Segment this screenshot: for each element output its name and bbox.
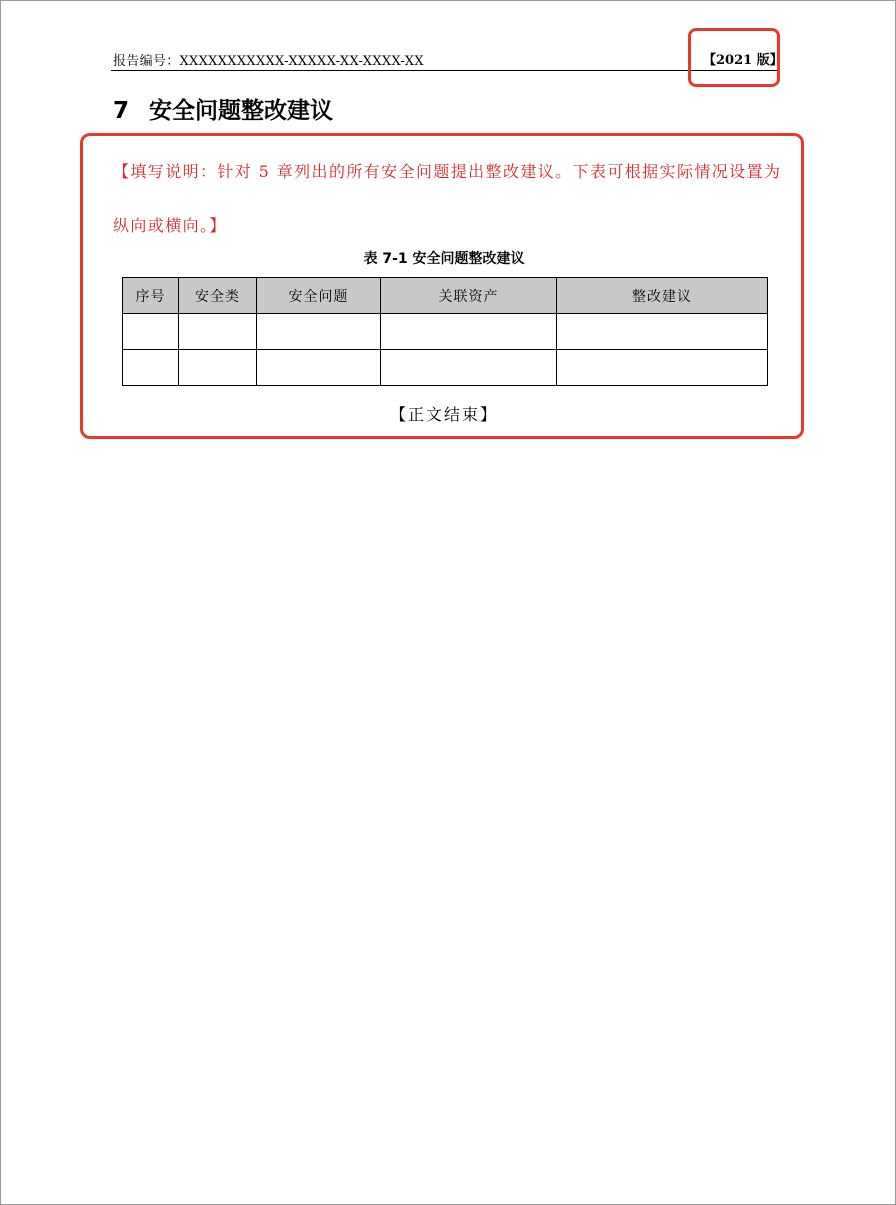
table-header-row [123, 278, 768, 314]
edition-highlight-box [688, 28, 780, 87]
rectification-table [122, 277, 768, 386]
edition-label: 【2021 版】 [703, 53, 783, 68]
table-cell [257, 350, 381, 386]
table-cell [381, 314, 557, 350]
section-title: 安全问题整改建议 [149, 98, 334, 124]
table-cell [381, 350, 557, 386]
column-header-asset: 关联资产 [381, 278, 557, 314]
table-row [123, 350, 768, 386]
table-cell [257, 314, 381, 350]
table-cell [179, 350, 257, 386]
table-cell [123, 314, 179, 350]
table-cell [557, 314, 768, 350]
header-divider [111, 70, 779, 71]
table-cell [557, 350, 768, 386]
table-caption: 表 7-1 安全问题整改建议 [363, 251, 525, 267]
section-number: 7 [113, 98, 130, 124]
fill-instruction: 【填写说明：针对 5 章列出的所有安全问题提出整改建议。下表可根据实际情况设置为纵向或横向。】 [113, 162, 782, 235]
column-header-issue: 安全问题 [257, 278, 381, 314]
table-cell [123, 350, 179, 386]
section-heading [113, 92, 333, 125]
table-cell [179, 314, 257, 350]
report-number: 报告编号：XXXXXXXXXXX-XXXXX-XX-XXXX-XX [113, 54, 424, 69]
column-header-suggestion: 整改建议 [557, 278, 768, 314]
end-of-text-marker: 【正文结束】 [389, 405, 498, 424]
column-header-category: 安全类 [179, 278, 257, 314]
table-row [123, 314, 768, 350]
column-header-index: 序号 [123, 278, 179, 314]
